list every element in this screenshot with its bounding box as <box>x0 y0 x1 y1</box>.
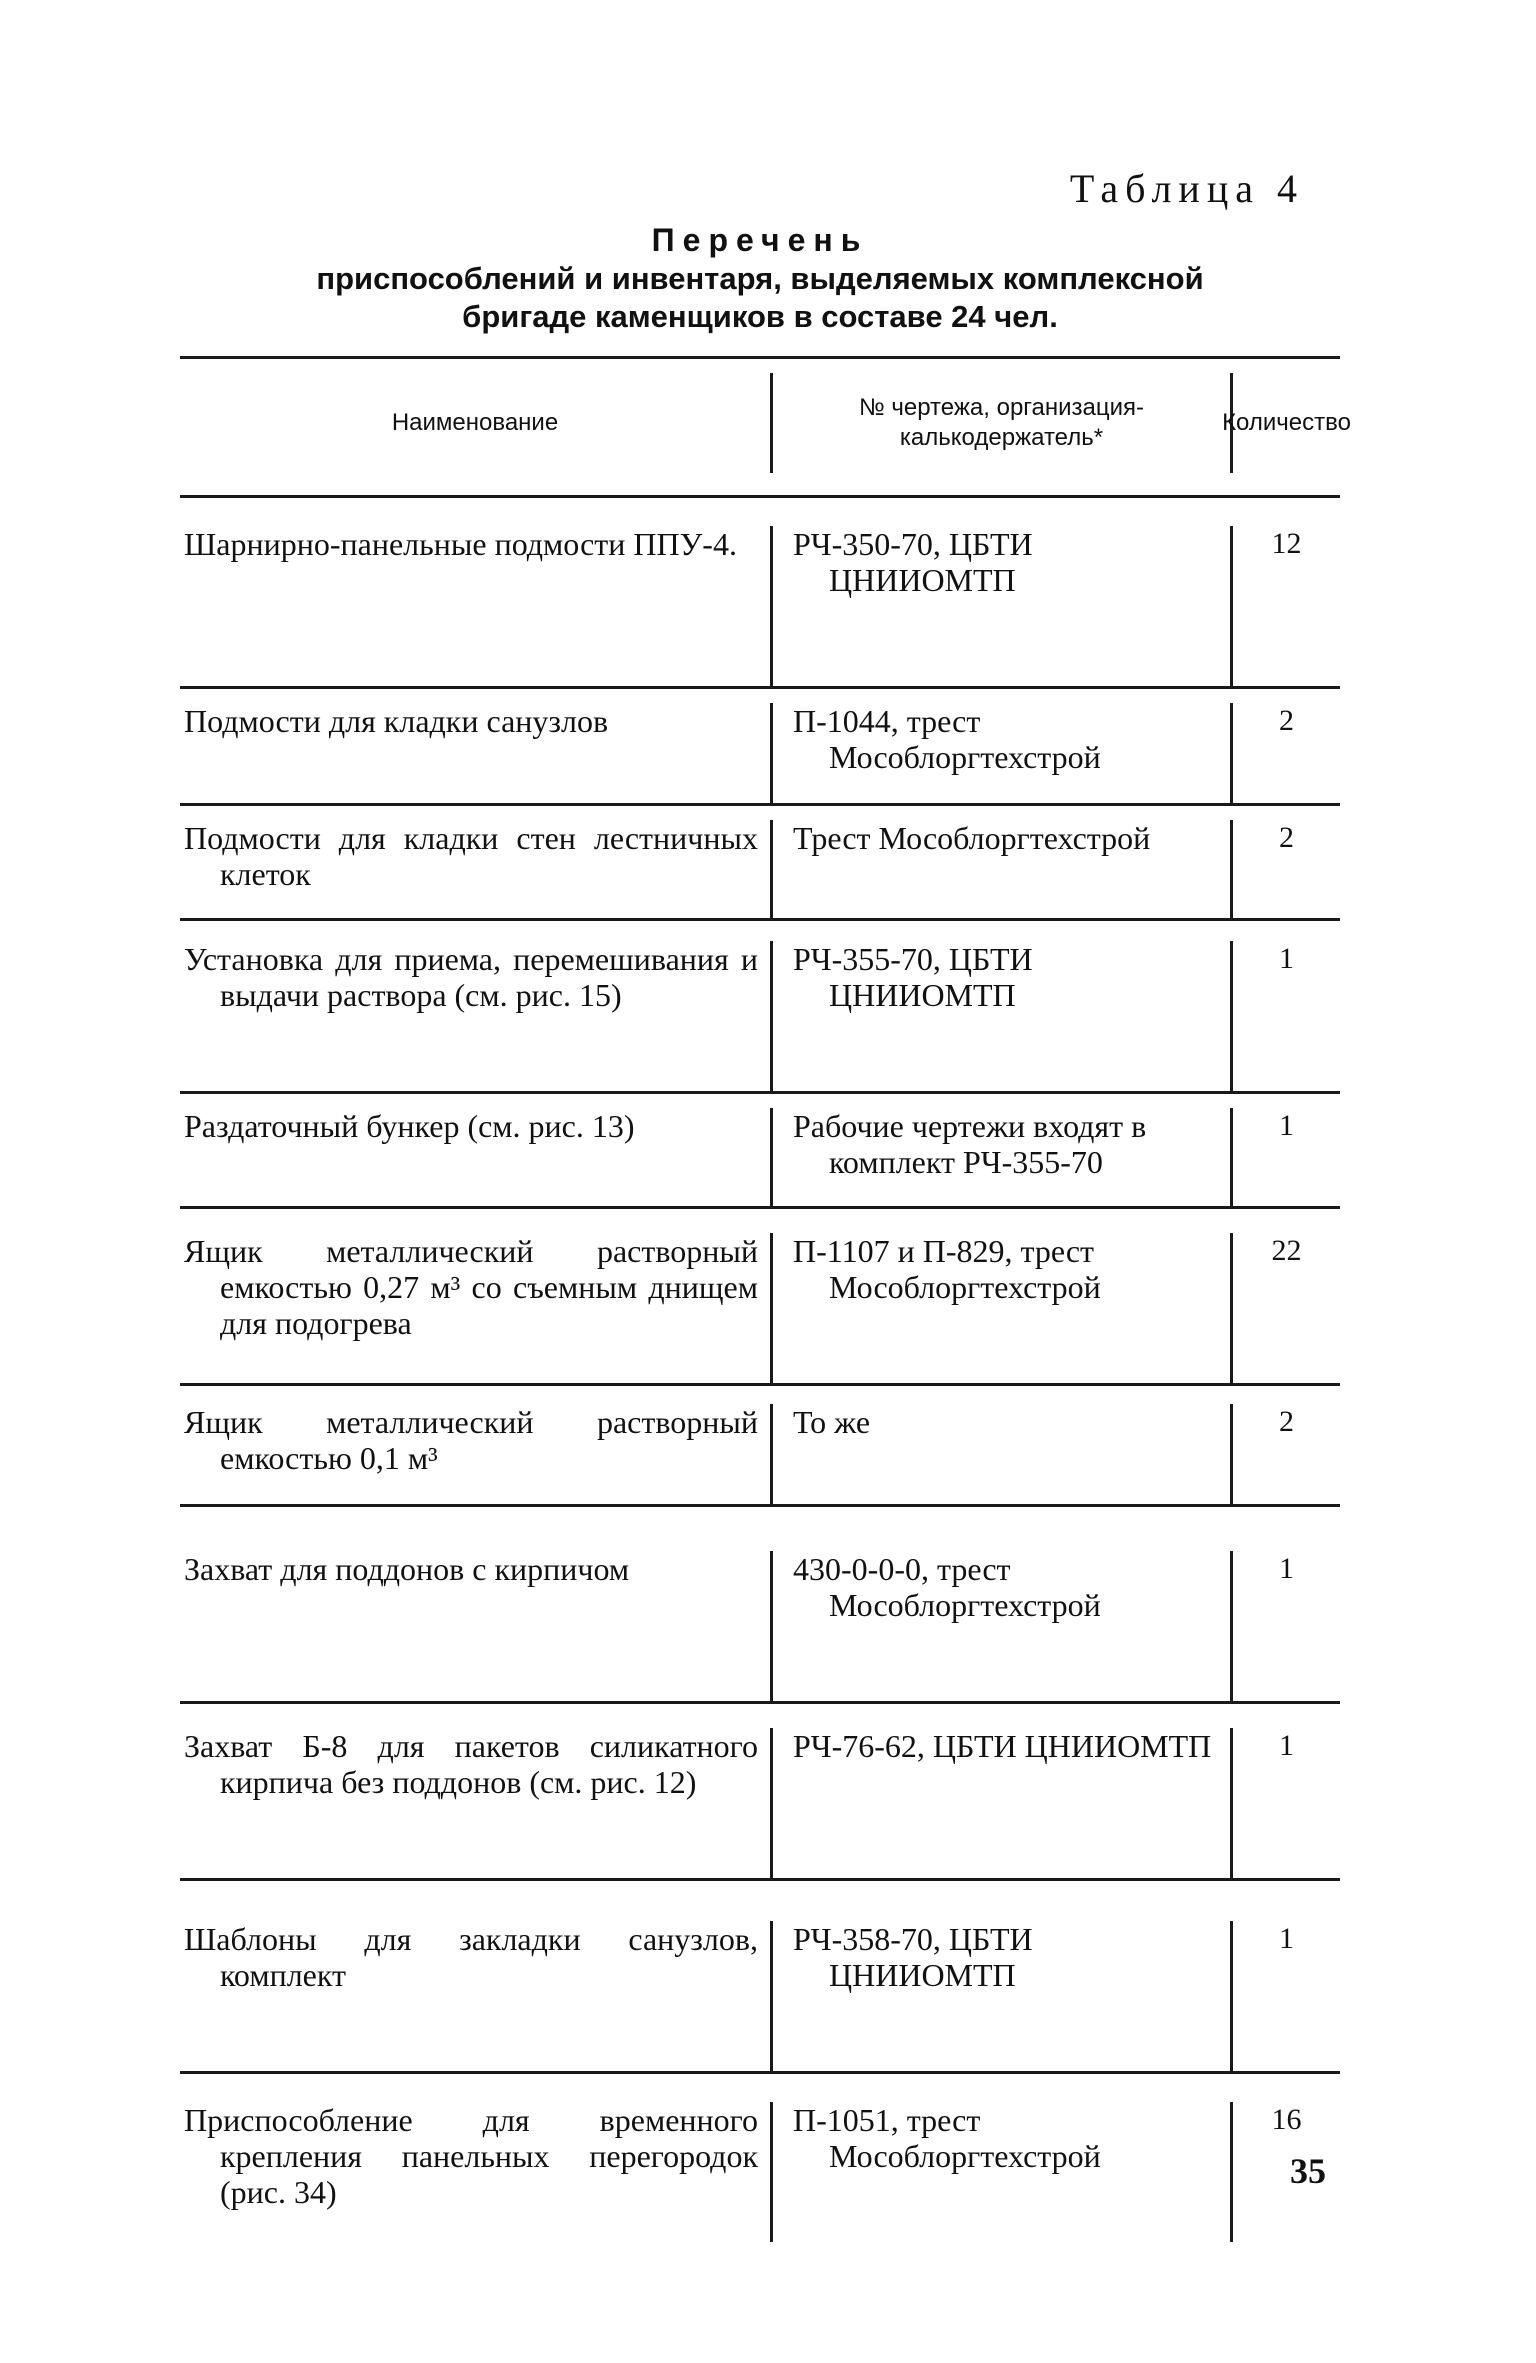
row-qty: 1 <box>1230 1921 1340 2071</box>
row-qty: 1 <box>1230 1728 1340 1878</box>
column-header-qty: Количество <box>1230 373 1340 473</box>
table-row <box>180 495 1340 686</box>
row-name: Подмости для кладки санузлов <box>184 703 609 739</box>
column-header-drawing: № чертежа, организация-калькодержатель* <box>770 373 1230 473</box>
row-drawing: Рабочие чертежи входят в комплект РЧ-355-70 <box>793 1108 1147 1180</box>
table-row <box>180 1701 1340 1878</box>
row-qty: 1 <box>1230 941 1340 1091</box>
row-drawing: РЧ-76-62, ЦБТИ ЦНИИОМТП <box>793 1728 1212 1764</box>
row-qty: 16 <box>1230 2102 1340 2242</box>
row-qty: 1 <box>1230 1108 1340 1206</box>
row-drawing: РЧ-350-70, ЦБТИ ЦНИИОМТП <box>793 526 1033 598</box>
table-row <box>180 1383 1340 1504</box>
equipment-table <box>180 356 1351 2242</box>
row-drawing: РЧ-358-70, ЦБТИ ЦНИИОМТП <box>793 1921 1033 1993</box>
heading-subtitle-line2: бригаде каменщиков в составе 24 чел. <box>462 299 1058 334</box>
row-qty: 12 <box>1230 526 1340 686</box>
row-qty: 2 <box>1230 820 1340 918</box>
table-row <box>180 1091 1340 1206</box>
row-qty: 22 <box>1230 1233 1340 1383</box>
page-number: 35 <box>1290 2151 1326 2191</box>
row-drawing: Трест Мособлоргтехстрой <box>793 820 1151 856</box>
row-drawing: П-1107 и П-829, трест Мособлоргтехстрой <box>793 1233 1101 1305</box>
table-row <box>180 1206 1340 1383</box>
table-heading <box>180 220 1340 336</box>
row-qty: 1 <box>1230 1551 1340 1701</box>
column-header-name: Наименование <box>391 409 559 436</box>
table-row <box>180 918 1340 1091</box>
heading-subtitle-line1: приспособлений и инвентаря, выделяемых комплексной <box>316 261 1204 296</box>
row-name: Подмости для кладки стен лестничных клеток <box>184 820 758 892</box>
table-row <box>180 686 1340 803</box>
row-qty: 2 <box>1230 1404 1340 1504</box>
row-name: Шарнирно-панельные подмости ППУ-4. <box>184 526 737 562</box>
row-drawing: То же <box>793 1404 871 1440</box>
table-row <box>180 803 1340 918</box>
row-name: Ящик металлический растворный емкостью 0,27 м³ со съемным днищем для подогрева <box>184 1233 758 1341</box>
row-name: Ящик металлический растворный емкостью 0,1 м³ <box>184 1404 758 1476</box>
table-row <box>180 2071 1340 2242</box>
table-header-row <box>180 356 1351 495</box>
row-name: Раздаточный бункер (см. рис. 13) <box>184 1108 635 1144</box>
row-name: Захват для поддонов с кирпичом <box>184 1551 630 1587</box>
table-row <box>180 1504 1340 1701</box>
row-name: Захват Б-8 для пакетов силикатного кирпича без поддонов (см. рис. 12) <box>184 1728 758 1800</box>
row-drawing: П-1044, трест Мособлоргтехстрой <box>793 703 1101 775</box>
table-row <box>180 1878 1340 2071</box>
row-qty: 2 <box>1230 703 1340 803</box>
row-drawing: П-1051, трест Мособлоргтехстрой <box>793 2102 1101 2174</box>
row-name: Установка для приема, перемешивания и выдачи раствора (см. рис. 15) <box>184 941 758 1013</box>
row-name: Приспособление для временного крепления панельных перегородок (рис. 34) <box>184 2102 758 2210</box>
table-caption: Таблица 4 <box>1069 166 1304 211</box>
heading-title: Перечень <box>651 222 869 258</box>
row-drawing: РЧ-355-70, ЦБТИ ЦНИИОМТП <box>793 941 1033 1013</box>
row-drawing: 430-0-0-0, трест Мособлоргтехстрой <box>793 1551 1101 1623</box>
row-name: Шаблоны для закладки санузлов, комплект <box>184 1921 758 1993</box>
